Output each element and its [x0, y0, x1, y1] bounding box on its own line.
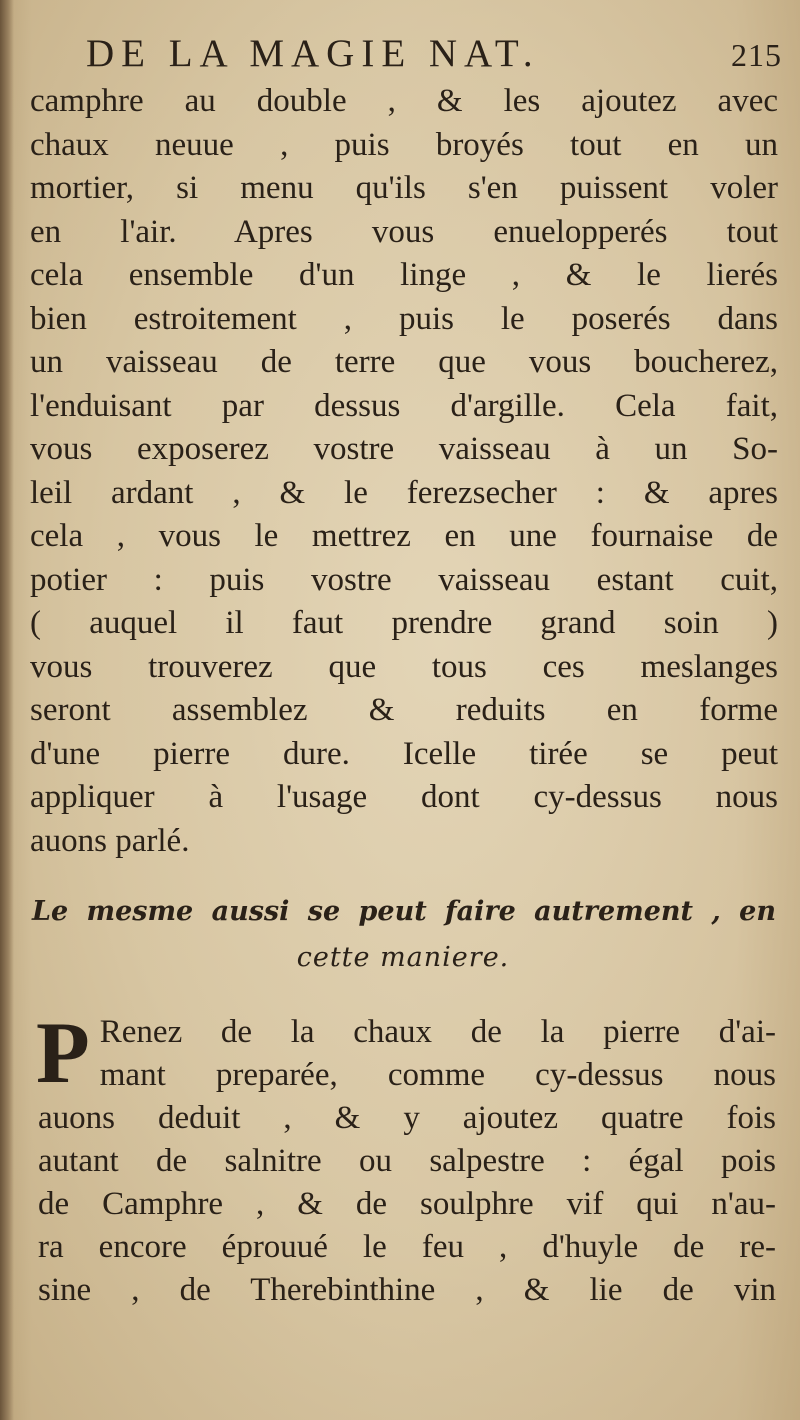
- running-title: DE LA MAGIE NAT.: [86, 32, 540, 75]
- text-line: seront assemblez & reduits en forme: [30, 692, 778, 728]
- text-line: un vaisseau de terre que vous boucherez,: [30, 344, 778, 380]
- text-line: vous trouverez que tous ces meslanges: [30, 648, 778, 685]
- text-line: Renez de la chaux de la pierre d'ai-: [99, 1014, 776, 1050]
- text-line: ra encore éprouué le feu , d'huyle de re-: [38, 1229, 776, 1265]
- paragraph-2: [36, 1005, 776, 1312]
- text-line: mant preparée, comme cy-dessus nous: [99, 1057, 776, 1093]
- text-line: vous exposerez vostre vaisseau à un So-: [30, 431, 778, 467]
- text-line: cela ensemble d'un linge , & le lierés: [30, 257, 778, 293]
- text-line: mortier, si menu qu'ils s'en puissent voler: [30, 170, 778, 206]
- page-number: 215: [731, 37, 782, 73]
- text-line: cela , vous le mettrez en une fournaise de: [30, 518, 778, 554]
- running-header: [86, 28, 782, 80]
- text-line: auons parlé.: [30, 822, 190, 859]
- text-line: camphre au double , & les ajoutez avec: [30, 83, 778, 119]
- subheading-line-1: Le mesme aussi se peut faire autrement , en: [32, 896, 776, 927]
- text-line: leil ardant , & le ferezsecher : & apres: [30, 474, 778, 511]
- text-line: de Camphre , & de soulphre vif qui n'au-: [38, 1186, 776, 1222]
- text-line: sine , de Therebinthine , & lie de vin: [38, 1272, 776, 1308]
- page-gutter: [0, 0, 14, 1420]
- text-line: l'enduisant par dessus d'argille. Cela fait,: [30, 387, 778, 424]
- text-line: auons deduit , & y ajoutez quatre fois: [38, 1100, 776, 1136]
- drop-cap: P: [36, 1005, 90, 1102]
- paragraph-1: [30, 80, 778, 863]
- text-line: ( auquel il faut prendre grand soin ): [30, 605, 778, 641]
- text-line: autant de salnitre ou salpestre : égal pois: [38, 1143, 776, 1179]
- text-line: bien estroitement , puis le poserés dans: [30, 300, 778, 337]
- text-line: d'une pierre dure. Icelle tirée se peut: [30, 735, 778, 772]
- text-line: chaux neuue , puis broyés tout en un: [30, 126, 778, 163]
- subheading-line-2: cette maniere.: [296, 942, 510, 973]
- text-line: appliquer à l'usage dont cy-dessus nous: [30, 779, 778, 815]
- text-line: en l'air. Apres vous enuelopperés tout: [30, 213, 778, 250]
- text-line: potier : puis vostre vaisseau estant cuit,: [30, 561, 778, 598]
- section-subheading: [30, 889, 776, 981]
